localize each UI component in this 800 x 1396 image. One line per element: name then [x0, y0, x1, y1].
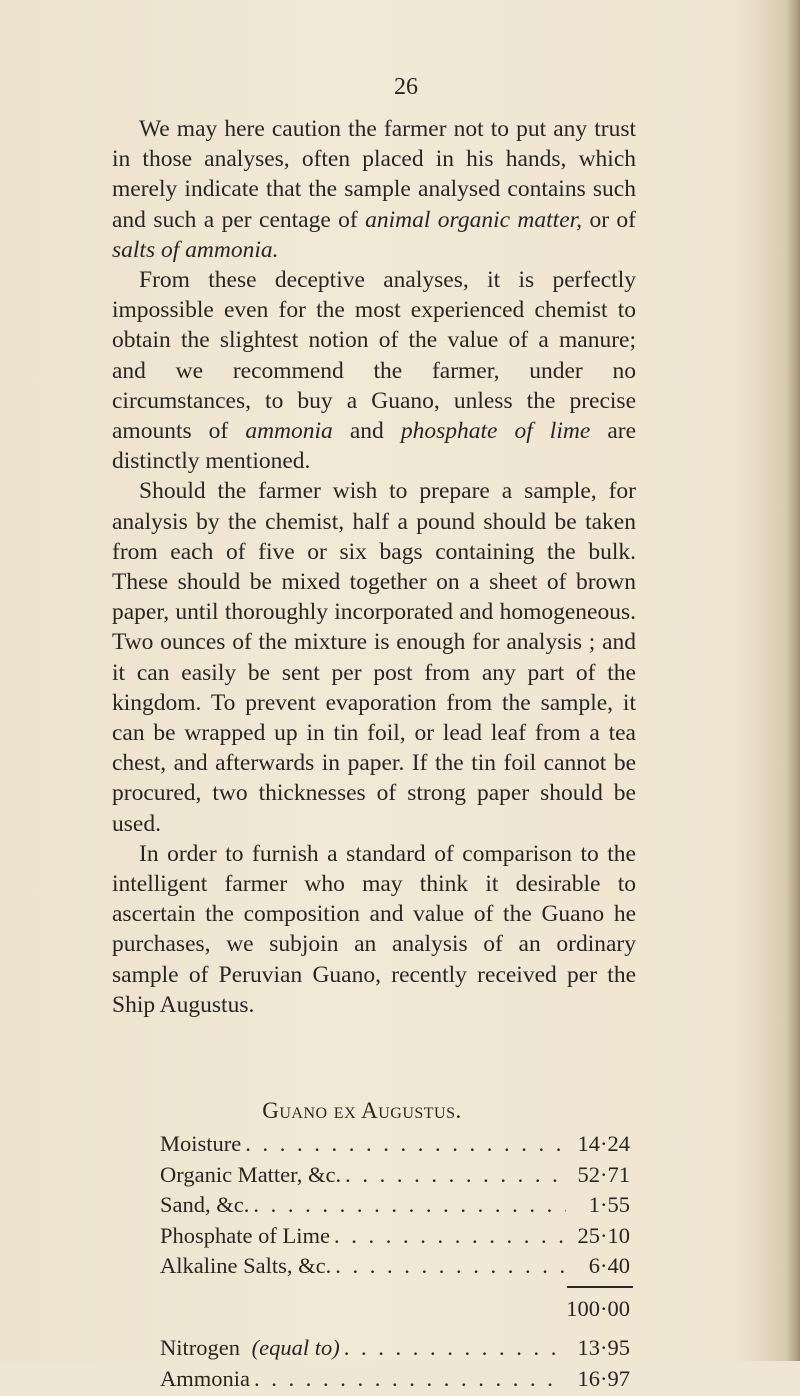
analysis-row-moisture [160, 1131, 630, 1162]
row-value: 25·10 [570, 1223, 630, 1249]
text-run: In order to furnish a standard of comparison to the intelligent farmer who may think it desirable to ascertain the composition and value of the Guano he purchases, we subjoin an analysis of an ordinary sample of Peruvian Guano, recently received per the Ship Augustus. [112, 841, 636, 1018]
row-label: Moisture [160, 1131, 241, 1157]
text-run: Should the farmer wish to prepare a sample, for analysis by the chemist, half a pound should be taken from each of five or six bags containing the bulk. These should be mixed together on a sheet of brown paper, until thoroughly incorporated and homogeneous. Two ounces of the mixture is enough for analysis ; and it can easily be sent per post from any part of the kingdom. To prevent evaporation from the sample, it can be wrapped up in tin foil, or lead leaf from a tea chest, and afterwards in paper. If the tin foil cannot be procured, two thicknesses of strong paper should be used. [112, 478, 636, 836]
leader-dots [245, 1131, 566, 1157]
paragraph-sample-preparation [112, 476, 636, 838]
total-rule [567, 1286, 633, 1288]
row-label: Phosphate of Lime [160, 1223, 330, 1249]
text-run: and [333, 418, 401, 444]
nitrogen-qualifier: (equal to) [252, 1335, 340, 1360]
body-text [112, 114, 636, 1020]
row-label [160, 1335, 340, 1361]
analysis-row-phosphate [160, 1223, 630, 1254]
row-label: Sand, &c. [160, 1192, 249, 1218]
text-run: We may here caution the farmer not to put any trust in those analyses, often placed in his hands, which merely indicate that the sample analysed contains such and such a per centage of [112, 116, 636, 233]
paragraph-caution [112, 114, 636, 265]
paragraph-deceptive-analyses [112, 265, 636, 476]
italic-text: ammonia [245, 418, 332, 444]
leader-dots [254, 1366, 566, 1392]
leader-dots [334, 1223, 566, 1249]
italic-text: salts of ammonia. [112, 237, 278, 263]
row-label: Ammonia [160, 1366, 250, 1392]
row-label: Alkaline Salts, &c. [160, 1253, 331, 1279]
leader-dots [253, 1192, 566, 1218]
row-value: 6·40 [570, 1253, 630, 1279]
paragraph-standard-comparison [112, 839, 636, 1020]
text-run: or of [582, 207, 636, 233]
analysis-table-title: Guano ex Augustus. [112, 1098, 612, 1124]
row-value: 1·55 [570, 1192, 630, 1218]
row-value: 52·71 [570, 1162, 630, 1188]
italic-text: animal organic matter, [365, 207, 582, 233]
nitrogen-label: Nitrogen [160, 1335, 240, 1360]
leader-dots [345, 1162, 566, 1188]
row-value: 16·97 [570, 1366, 630, 1392]
text-run: are distinctly mentioned. [112, 418, 636, 474]
text-run: From these deceptive analyses, it is perfectly impossible even for the most experienced chemist to obtain the slightest notion of the value of a manure; and we recommend the farmer, under no circumstances, to buy a Guano, unless the precise amounts of [112, 267, 636, 444]
analysis-row-sand [160, 1192, 630, 1223]
row-value: 13·95 [570, 1335, 630, 1361]
italic-text: phosphate of lime [401, 418, 590, 444]
analysis-table [160, 1131, 630, 1284]
row-value: 14·24 [570, 1131, 630, 1157]
analysis-row-ammonia [160, 1366, 630, 1396]
analysis-total: 100·00 [560, 1296, 630, 1322]
page-number: 26 [386, 74, 426, 101]
analysis-extra-table [160, 1335, 630, 1396]
leader-dots [344, 1335, 566, 1361]
page-edge-shadow [786, 0, 800, 1361]
leader-dots [335, 1253, 566, 1279]
analysis-row-organic-matter [160, 1162, 630, 1193]
row-label: Organic Matter, &c. [160, 1162, 341, 1188]
analysis-row-alkaline-salts [160, 1253, 630, 1284]
